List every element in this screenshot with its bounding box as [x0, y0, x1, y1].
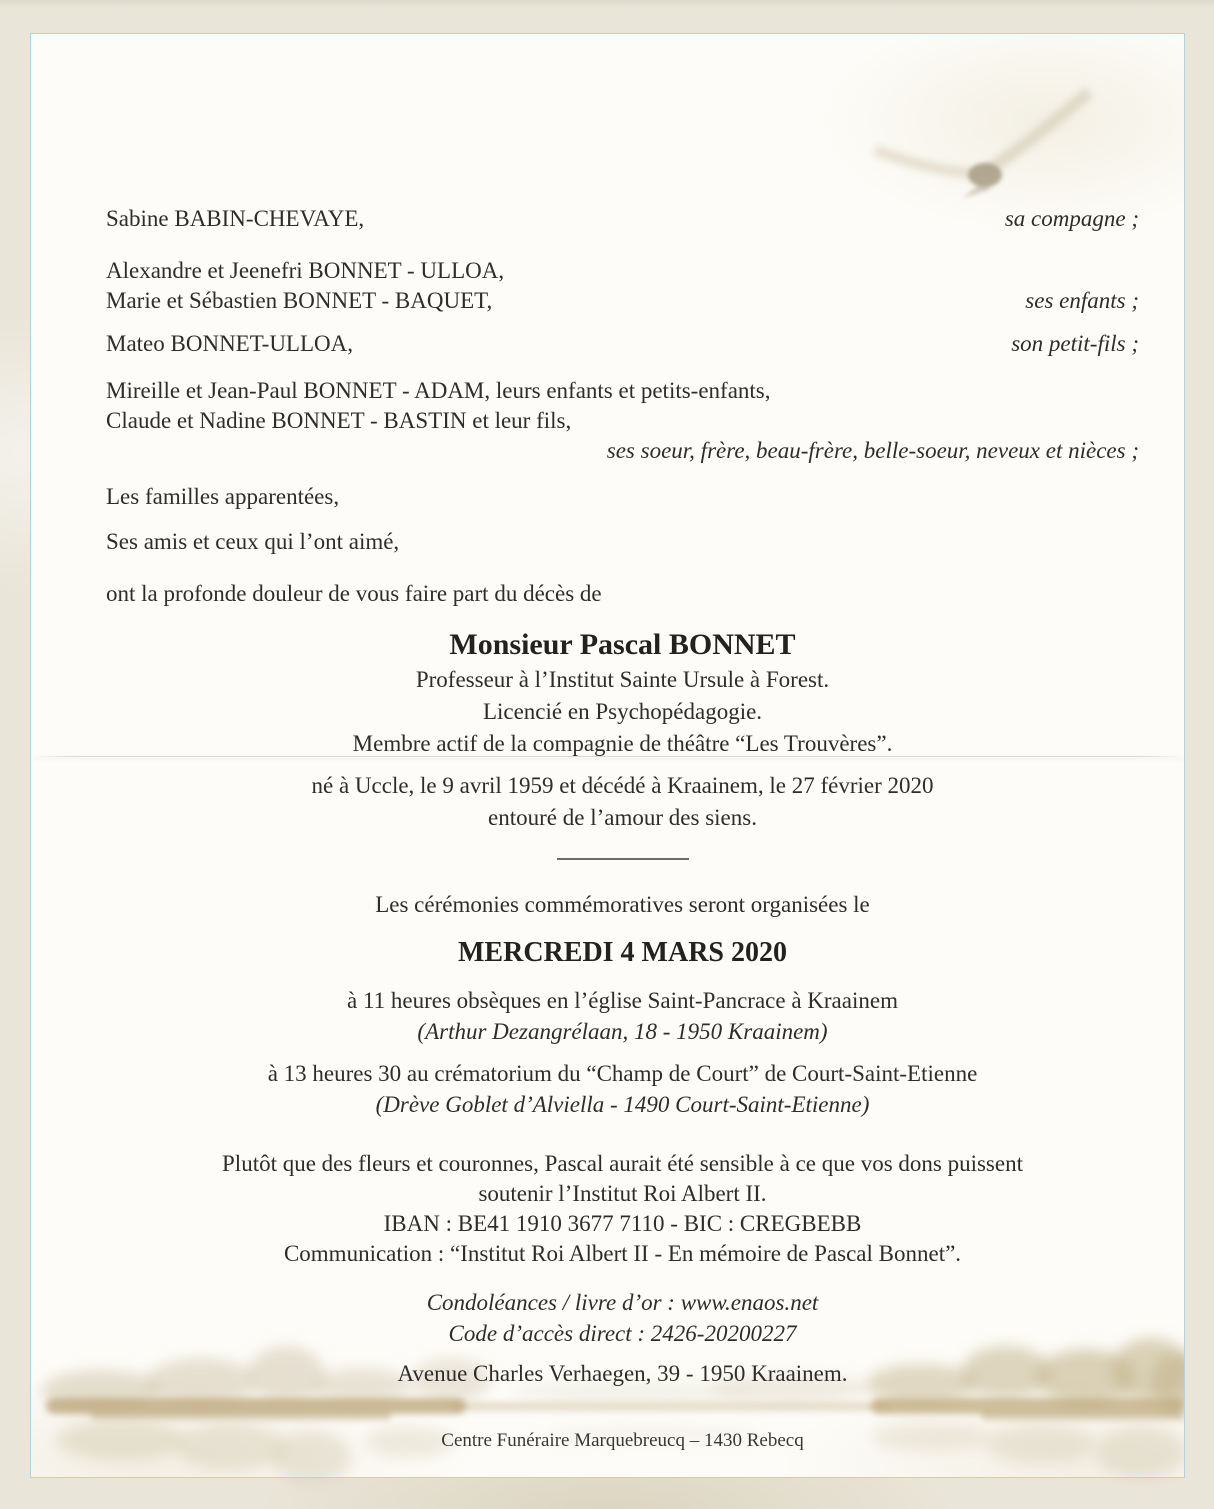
- relative-row-enfants: [106, 256, 1139, 316]
- birth-death-line: né à Uccle, le 9 avril 1959 et décédé à Kraainem, le 27 février 2020: [311, 773, 934, 798]
- communication-line: Communication : “Institut Roi Albert II - En mémoire de Pascal Bonnet”.: [283, 1241, 962, 1266]
- relative-names: [106, 376, 771, 436]
- condolences-site-line: Condoléances / livre d’or : www.enaos.net: [426, 1290, 819, 1315]
- ceremony-event-1: [106, 985, 1139, 1047]
- deceased-titles: [106, 664, 1139, 760]
- relation-label: sa compagne ;: [1004, 206, 1139, 231]
- amis-line: Ses amis et ceux qui l’ont aimé,: [106, 529, 400, 554]
- ceremony-date: MERCREDI 4 MARS 2020: [458, 937, 787, 968]
- deceased-degree: Licencié en Psychopédagogie.: [482, 699, 763, 724]
- relative-name: Sabine BABIN-CHEVAYE,: [106, 206, 365, 231]
- familles-apparentees-line: Les familles apparentées,: [106, 484, 340, 509]
- relative-name: Mireille et Jean-Paul BONNET - ADAM, leurs enfants et petits-enfants,: [106, 378, 771, 403]
- deceased-profession: Professeur à l’Institut Sainte Ursule à Forest.: [415, 667, 830, 692]
- access-code-line: Code d’accès direct : 2426-20200227: [448, 1321, 797, 1346]
- relative-name: Alexandre et Jeenefri BONNET - ULLOA,: [106, 258, 505, 283]
- intro-line: ont la profonde douleur de vous faire part du décès de: [106, 581, 602, 606]
- funeral-home-footer: Centre Funéraire Marquebreucq – 1430 Rebecq: [441, 1430, 804, 1451]
- relation-label: son petit-fils ;: [1011, 331, 1139, 356]
- event-2-address: (Drève Goblet d’Alviella - 1490 Court-Saint-Etienne): [375, 1092, 870, 1117]
- relation-label-fratrie: ses soeur, frère, beau-frère, belle-soeur, neveux et nièces ;: [606, 438, 1139, 463]
- announcement-content: [31, 34, 1184, 1477]
- event-1-address: (Arthur Dezangrélaan, 18 - 1950 Kraainem): [417, 1019, 828, 1044]
- ceremony-intro: Les cérémonies commémoratives seront organisées le: [375, 892, 870, 917]
- relation-label: ses enfants ;: [1025, 288, 1139, 313]
- event-2-line: à 13 heures 30 au crématorium du “Champ de Court” de Court-Saint-Etienne: [267, 1061, 978, 1086]
- donations-block: [106, 1149, 1139, 1269]
- relative-name: Marie et Sébastien BONNET - BAQUET,: [106, 288, 493, 313]
- relative-name: Claude et Nadine BONNET - BASTIN et leur fils,: [106, 408, 572, 433]
- relative-row-compagne: [106, 204, 1139, 234]
- announcement-card: [30, 33, 1185, 1478]
- deceased-name: Monsieur Pascal BONNET: [449, 628, 796, 661]
- home-address-line: Avenue Charles Verhaegen, 39 - 1950 Kraainem.: [397, 1361, 848, 1386]
- section-divider: [557, 858, 689, 860]
- iban-line: IBAN : BE41 1910 3677 7110 - BIC : CREGBEBB: [383, 1211, 862, 1236]
- birth-death-block: [106, 770, 1139, 834]
- event-1-line: à 11 heures obsèques en l’église Saint-Pancrace à Kraainem: [347, 988, 898, 1013]
- relative-row-petit-fils: [106, 329, 1139, 359]
- relative-row-fratrie: [106, 376, 1139, 436]
- deceased-theatre: Membre actif de la compagnie de théâtre “Les Trouvères”.: [352, 731, 893, 756]
- relative-name: Mateo BONNET-ULLOA,: [106, 331, 354, 356]
- condolences-block: [106, 1287, 1139, 1349]
- surrounded-line: entouré de l’amour des siens.: [488, 805, 757, 830]
- ceremony-event-2: [106, 1058, 1139, 1120]
- donations-line-1: Plutôt que des fleurs et couronnes, Pascal aurait été sensible à ce que vos dons puissent: [222, 1151, 1023, 1176]
- donations-line-2: soutenir l’Institut Roi Albert II.: [478, 1181, 767, 1206]
- relative-names: [106, 256, 504, 316]
